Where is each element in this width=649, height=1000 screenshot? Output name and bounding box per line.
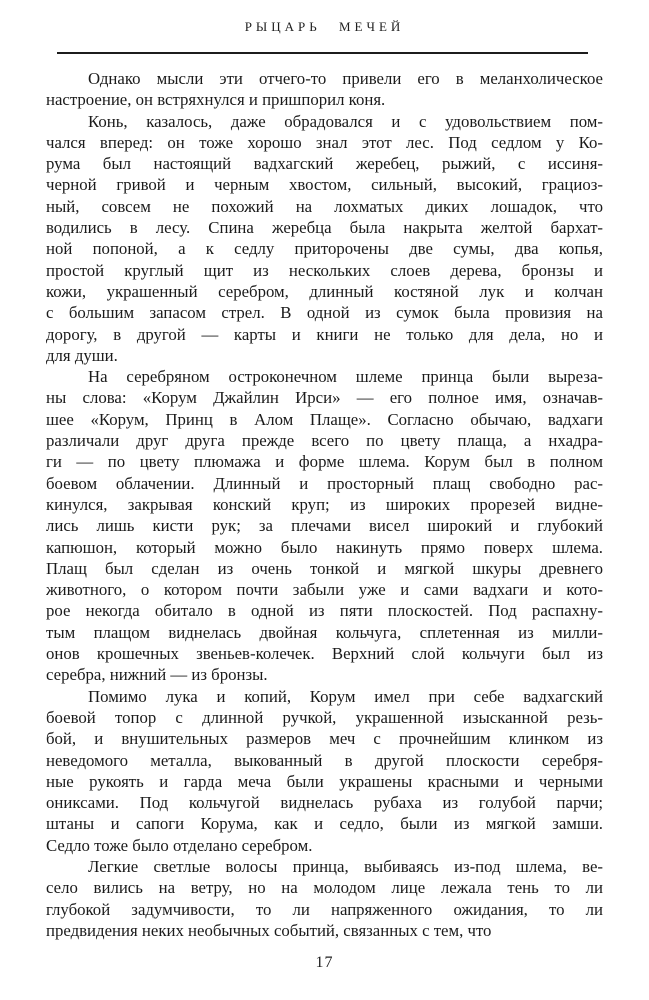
text-line: чался вперед: он тоже хорошо знал этот лес. Под седлом у Ко- [46,132,603,152]
text-line: село вились на ветру, но на молодом лице лежала тень то ли [46,878,603,898]
paragraph [46,111,603,367]
text-line: штаны и сапоги Корума, как и седло, были из мягкой замши. [46,814,603,834]
text-line: животного, о котором почти забыли уже и сами вадхаги и кото- [46,580,603,600]
text-line: Легкие светлые волосы принца, выбиваясь из-под шлема, ве- [88,856,603,876]
header-rule [57,52,588,54]
body-text [46,68,603,941]
text-line: Плащ был сделан из очень тонкой и мягкой шкуры древнего [46,558,603,578]
text-line: кожи, украшенный серебром, длинный костяной лук и колчан [46,281,603,301]
text-line: шее «Корум, Принц в Алом Плаще». Согласно обычаю, вадхаги [46,409,603,429]
text-line: ониксами. Под кольчугой виднелась рубаха из голубой парчи; [46,793,603,813]
text-line: глубокой задумчивости, то ли напряженного ожидания, то ли [46,899,603,919]
text-line: Помимо лука и копий, Корум имел при себе вадхагский [88,686,603,706]
paragraph [46,856,603,941]
text-line: рума был настоящий вадхагский жеребец, рыжий, с иссиня- [46,154,603,174]
text-line: ный, совсем не похожий на лохматых диких лошадок, что [46,196,603,216]
text-line: черной гривой и черным хвостом, сильный, высокий, грациоз- [46,175,603,195]
text-line: На серебряном остроконечном шлеме принца были выреза- [88,367,603,387]
text-line: неведомого металла, выкованный в другой плоскости серебря- [46,750,603,770]
paragraph [46,366,603,685]
text-line: дорогу, в другой — карты и книги не только для дела, но и [46,324,603,344]
paragraph [46,686,603,856]
text-line: Седло тоже было отделано серебром. [46,835,313,855]
text-line: ные рукоять и гарда меча были украшены красными и черными [46,771,603,791]
text-line: ги — по цвету плюмажа и форме шлема. Корум был в полном [46,452,603,472]
text-line: серебра, нижний — из бронзы. [46,665,268,685]
text-line: простой круглый щит из нескольких слоев дерева, бронзы и [46,260,603,280]
text-line: Однако мысли эти отчего-то привели его в меланхолическое [88,69,603,88]
text-line: ной попоной, а к седлу приторочены две сумы, два копья, [46,239,603,259]
text-line: кинулся, закрывая конский круп; из широких прорезей видне- [46,494,603,514]
text-line: водились в лесу. Спина жеребца была накрыта желтой бархат- [46,218,603,238]
text-line: для души. [46,345,118,365]
text-line: капюшон, который можно было накинуть прямо поверх шлема. [46,537,603,557]
text-line: тым плащом виднелась двойная кольчуга, сплетенная из милли- [46,622,603,642]
text-line: рое некогда обитало в одной из пяти плоскостей. Под распахну- [46,601,603,621]
paragraph [46,68,603,111]
text-line: лись лишь кисти рук; за плечами висел широкий и глубокий [46,516,603,536]
text-line: настроение, он встряхнулся и пришпорил коня. [46,90,386,110]
running-header: РЫЦАРЬ МЕЧЕЙ [244,19,405,34]
text-line: ны слова: «Корум Джайлин Ирси» — его полное имя, означав- [46,388,603,408]
text-line: бой, и внушительных размеров меч с прочнейшим клинком из [46,729,603,749]
text-line: Конь, казалось, даже обрадовался и с удовольствием пом- [88,111,603,131]
text-line: с большим запасом стрел. В одной из сумок была провизия на [46,303,603,323]
page-number: 17 [315,954,334,971]
text-line: различали друг друга прежде всего по цвету плаща, а нхадра- [46,431,603,451]
text-line: боевой топор с длинной ручкой, украшенной изысканной резь- [46,707,603,727]
text-line: предвидения неких необычных событий, связанных с тем, что [46,920,492,940]
text-line: онов крошечных звеньев-колечек. Верхний слой кольчуги был из [46,644,603,664]
text-line: боевом облачении. Длинный и просторный плащ свободно рас- [46,473,603,493]
